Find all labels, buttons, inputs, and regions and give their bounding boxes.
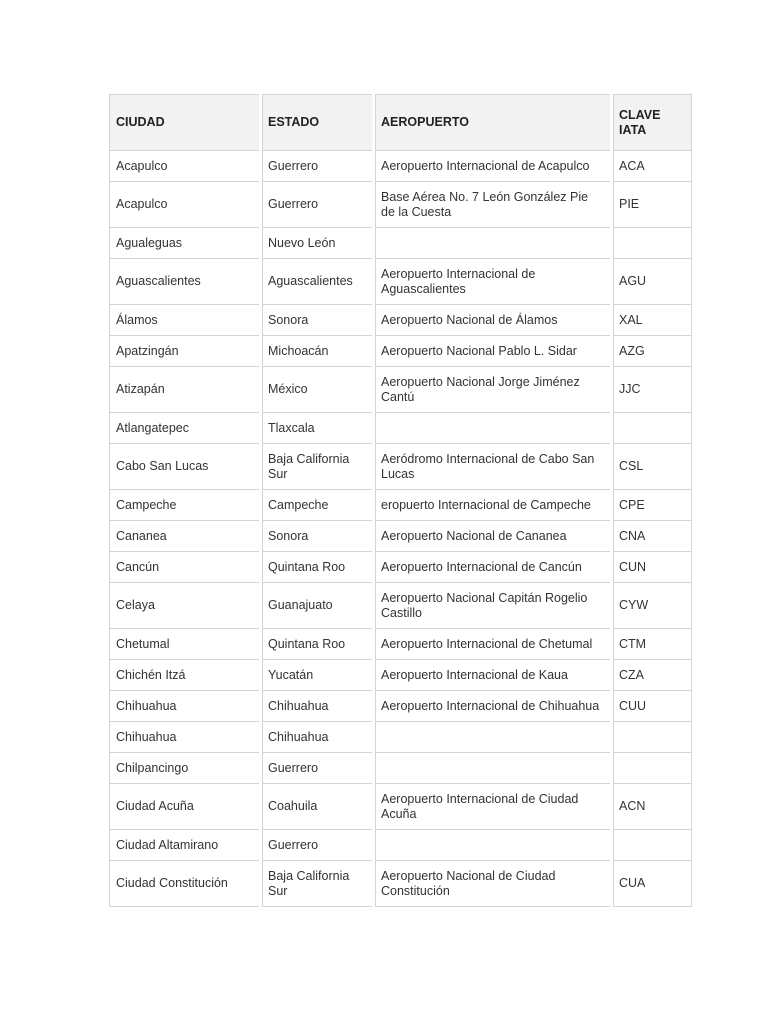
cell-ciudad: Cananea — [110, 521, 261, 552]
cell-iata — [612, 228, 692, 259]
table-row — [110, 861, 692, 907]
cell-ciudad: Chetumal — [110, 629, 261, 660]
table-row — [110, 552, 692, 583]
cell-iata: CSL — [612, 444, 692, 490]
cell-iata: CZA — [612, 660, 692, 691]
cell-aeropuerto — [374, 413, 612, 444]
cell-ciudad: Apatzingán — [110, 336, 261, 367]
cell-iata: JJC — [612, 367, 692, 413]
cell-iata: CUN — [612, 552, 692, 583]
cell-ciudad: Chihuahua — [110, 722, 261, 753]
cell-aeropuerto: Aeropuerto Internacional de Chetumal — [374, 629, 612, 660]
cell-estado: Nuevo León — [261, 228, 374, 259]
cell-aeropuerto: Aeropuerto Internacional de Chihuahua — [374, 691, 612, 722]
cell-ciudad: Campeche — [110, 490, 261, 521]
airports-table — [109, 94, 692, 907]
header-ciudad: CIUDAD — [110, 95, 261, 151]
cell-estado: México — [261, 367, 374, 413]
cell-iata: CNA — [612, 521, 692, 552]
cell-iata — [612, 830, 692, 861]
cell-aeropuerto — [374, 722, 612, 753]
cell-estado: Tlaxcala — [261, 413, 374, 444]
header-row — [110, 95, 692, 151]
cell-aeropuerto: Aeródromo Internacional de Cabo San Lucas — [374, 444, 612, 490]
cell-iata: CTM — [612, 629, 692, 660]
table-row — [110, 367, 692, 413]
table-row — [110, 228, 692, 259]
cell-estado: Guerrero — [261, 753, 374, 784]
cell-estado: Baja California Sur — [261, 444, 374, 490]
cell-ciudad: Chichén Itzá — [110, 660, 261, 691]
cell-ciudad: Ciudad Altamirano — [110, 830, 261, 861]
cell-ciudad: Agualeguas — [110, 228, 261, 259]
cell-iata: AZG — [612, 336, 692, 367]
table-row — [110, 413, 692, 444]
cell-ciudad: Atizapán — [110, 367, 261, 413]
cell-ciudad: Chihuahua — [110, 691, 261, 722]
table-row — [110, 722, 692, 753]
cell-estado: Quintana Roo — [261, 629, 374, 660]
cell-estado: Sonora — [261, 305, 374, 336]
cell-estado: Guerrero — [261, 830, 374, 861]
header-aeropuerto: AEROPUERTO — [374, 95, 612, 151]
cell-iata: CUU — [612, 691, 692, 722]
cell-iata: CPE — [612, 490, 692, 521]
cell-ciudad: Cancún — [110, 552, 261, 583]
table-row — [110, 259, 692, 305]
cell-ciudad: Celaya — [110, 583, 261, 629]
cell-estado: Chihuahua — [261, 722, 374, 753]
cell-iata — [612, 753, 692, 784]
table-row — [110, 521, 692, 552]
cell-estado: Michoacán — [261, 336, 374, 367]
cell-ciudad: Aguascalientes — [110, 259, 261, 305]
cell-iata: CUA — [612, 861, 692, 907]
table-row — [110, 305, 692, 336]
cell-ciudad: Ciudad Acuña — [110, 784, 261, 830]
table-row — [110, 830, 692, 861]
cell-ciudad: Cabo San Lucas — [110, 444, 261, 490]
cell-aeropuerto: Aeropuerto Nacional Jorge Jiménez Cantú — [374, 367, 612, 413]
header-estado: ESTADO — [261, 95, 374, 151]
cell-iata: AGU — [612, 259, 692, 305]
table-row — [110, 336, 692, 367]
cell-ciudad: Ciudad Constitución — [110, 861, 261, 907]
cell-estado: Sonora — [261, 521, 374, 552]
cell-ciudad: Álamos — [110, 305, 261, 336]
table-body — [110, 151, 692, 907]
cell-aeropuerto: Aeropuerto Nacional de Cananea — [374, 521, 612, 552]
cell-iata: PIE — [612, 182, 692, 228]
cell-aeropuerto: Base Aérea No. 7 León González Pie de la Cuesta — [374, 182, 612, 228]
cell-iata: ACN — [612, 784, 692, 830]
cell-estado: Chihuahua — [261, 691, 374, 722]
table-row — [110, 182, 692, 228]
cell-aeropuerto — [374, 753, 612, 784]
table-row — [110, 151, 692, 182]
cell-aeropuerto: Aeropuerto Internacional de Kaua — [374, 660, 612, 691]
cell-estado: Coahuila — [261, 784, 374, 830]
cell-aeropuerto: Aeropuerto Internacional de Aguascalientes — [374, 259, 612, 305]
cell-aeropuerto: Aeropuerto Internacional de Acapulco — [374, 151, 612, 182]
cell-iata: ACA — [612, 151, 692, 182]
cell-aeropuerto: Aeropuerto Internacional de Cancún — [374, 552, 612, 583]
cell-estado: Yucatán — [261, 660, 374, 691]
cell-estado: Guanajuato — [261, 583, 374, 629]
cell-aeropuerto: eropuerto Internacional de Campeche — [374, 490, 612, 521]
cell-aeropuerto: Aeropuerto Internacional de Ciudad Acuña — [374, 784, 612, 830]
header-iata: CLAVE IATA — [612, 95, 692, 151]
cell-aeropuerto: Aeropuerto Nacional de Álamos — [374, 305, 612, 336]
table-row — [110, 753, 692, 784]
cell-estado: Guerrero — [261, 151, 374, 182]
cell-ciudad: Chilpancingo — [110, 753, 261, 784]
table-row — [110, 691, 692, 722]
table-row — [110, 629, 692, 660]
cell-aeropuerto: Aeropuerto Nacional Capitán Rogelio Castillo — [374, 583, 612, 629]
table-row — [110, 660, 692, 691]
cell-aeropuerto — [374, 830, 612, 861]
cell-iata — [612, 722, 692, 753]
cell-estado: Quintana Roo — [261, 552, 374, 583]
cell-aeropuerto — [374, 228, 612, 259]
cell-iata — [612, 413, 692, 444]
cell-estado: Aguascalientes — [261, 259, 374, 305]
table-row — [110, 444, 692, 490]
table-header — [110, 95, 692, 151]
cell-estado: Guerrero — [261, 182, 374, 228]
cell-estado: Campeche — [261, 490, 374, 521]
cell-ciudad: Acapulco — [110, 182, 261, 228]
cell-ciudad: Acapulco — [110, 151, 261, 182]
cell-iata: CYW — [612, 583, 692, 629]
table-row — [110, 583, 692, 629]
table-row — [110, 490, 692, 521]
cell-iata: XAL — [612, 305, 692, 336]
cell-aeropuerto: Aeropuerto Nacional de Ciudad Constitución — [374, 861, 612, 907]
cell-estado: Baja California Sur — [261, 861, 374, 907]
cell-aeropuerto: Aeropuerto Nacional Pablo L. Sidar — [374, 336, 612, 367]
table-row — [110, 784, 692, 830]
cell-ciudad: Atlangatepec — [110, 413, 261, 444]
